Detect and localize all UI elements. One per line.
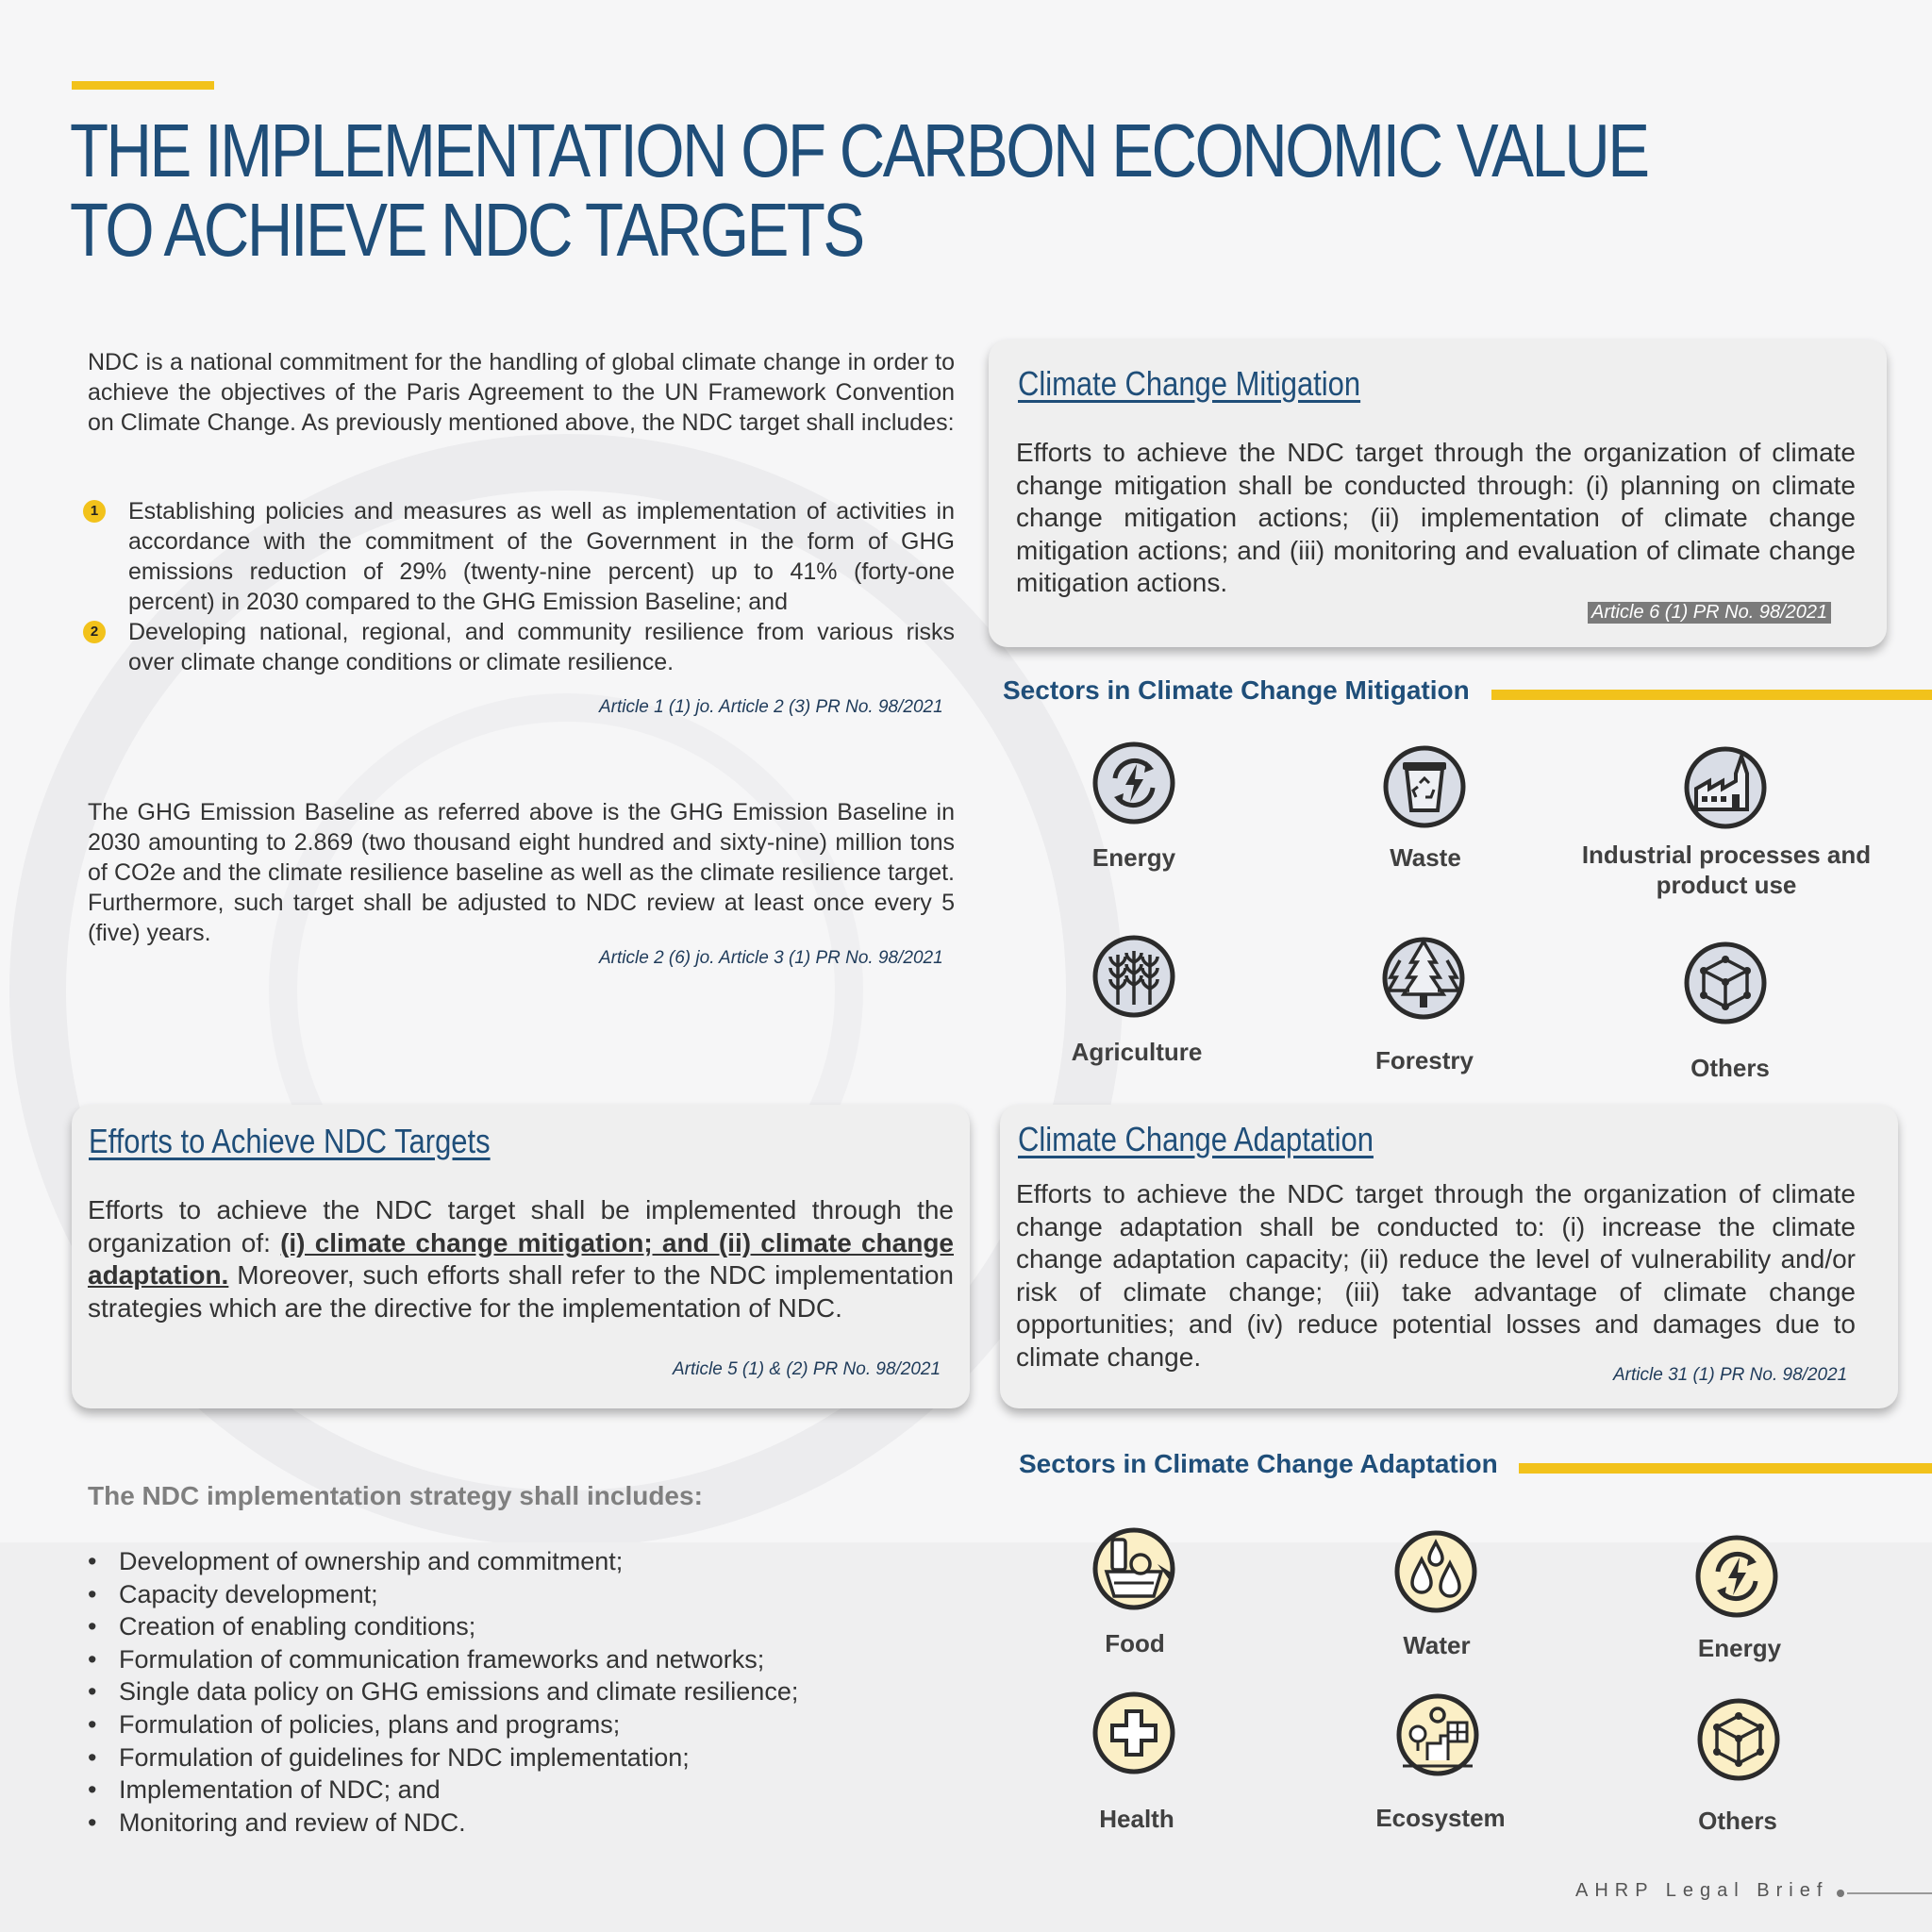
- cube-network-icon: [1683, 941, 1768, 1025]
- sector-label-ecosystem: Ecosystem: [1375, 1804, 1506, 1832]
- footer-brand: AHRP Legal Brief: [1575, 1880, 1829, 1901]
- trees-icon: [1381, 936, 1466, 1021]
- water-drops-icon: [1393, 1529, 1478, 1614]
- heading-accent-line: [1519, 1463, 1932, 1474]
- list-item: • Formulation of communication frameworks and networks;: [88, 1643, 798, 1676]
- adaptation-sectors-title: Sectors in Climate Change Adaptation: [1019, 1449, 1498, 1478]
- sector-label-waste: Waste: [1390, 843, 1461, 872]
- list-item: • Creation of enabling conditions;: [88, 1610, 798, 1643]
- wheat-icon: [1091, 934, 1176, 1019]
- title-line-2: TO ACHIEVE NDC TARGETS: [70, 188, 863, 272]
- efforts-citation: Article 5 (1) & (2) PR No. 98/2021: [673, 1359, 941, 1379]
- intro-paragraph: NDC is a national commitment for the handling of global climate change in order to achieve the objectives of the Paris Agreement to the UN Framework Convention on Climate Change. As previously mentioned above, the NDC target shall includes:: [88, 349, 955, 436]
- efforts-card-text: Efforts to achieve the NDC target shall be implemented through the organization of: (i) climate change mitigation; and (ii) climate change adaptation. Moreover, such efforts shall refer to the NDC implementation strategies which are the directive for the implementation of NDC.: [88, 1195, 954, 1323]
- efforts-emphasis: (i) climate change mitigation; and (ii) climate change adaptation.: [88, 1227, 954, 1290]
- list-item: [83, 496, 955, 617]
- adaptation-card: [1000, 1105, 1898, 1408]
- adaptation-citation: Article 31 (1) PR No. 98/2021: [1613, 1365, 1848, 1385]
- intro-citation: Article 1 (1) jo. Article 2 (3) PR No. 98/2021: [599, 697, 943, 717]
- list-item: • Single data policy on GHG emissions and climate resilience;: [88, 1675, 798, 1708]
- energy-icon: [1091, 741, 1176, 825]
- footer-line: [1847, 1892, 1932, 1894]
- list-item: • Monitoring and review of NDC.: [88, 1807, 798, 1840]
- factory-icon: [1683, 745, 1768, 830]
- page-title: [70, 108, 1648, 272]
- title-accent-bar: [72, 81, 214, 90]
- adaptation-sectors-heading: [1019, 1449, 1932, 1487]
- sector-label-others: Others: [1698, 1807, 1777, 1835]
- sector-label-food: Food: [1105, 1629, 1165, 1657]
- mitigation-sectors-title: Sectors in Climate Change Mitigation: [1003, 675, 1470, 705]
- strategy-list: [88, 1545, 798, 1839]
- list-item: • Formulation of policies, plans and programs;: [88, 1708, 798, 1741]
- mitigation-card-title: Climate Change Mitigation: [1018, 364, 1361, 403]
- efforts-card: [72, 1105, 970, 1408]
- cube-network-icon: [1696, 1697, 1781, 1782]
- list-item: • Capacity development;: [88, 1578, 798, 1611]
- sector-label-health: Health: [1099, 1805, 1174, 1833]
- sector-label-agriculture: Agriculture: [1071, 1038, 1203, 1066]
- number-badge: 2: [83, 621, 106, 643]
- baseline-paragraph: The GHG Emission Baseline as referred above is the GHG Emission Baseline in 2030 amounting to 2.869 (two thousand eight hundred and sixty-nine) million tons of CO2e and the climate resilience baseline as well as the climate resilience target. Furthermore, such target shall be adjusted to NDC review at least once every 5 (five) years.: [88, 799, 955, 946]
- number-badge: 1: [83, 500, 106, 523]
- waste-bin-icon: [1382, 744, 1467, 829]
- energy-icon: [1694, 1534, 1779, 1619]
- list-item: • Development of ownership and commitment;: [88, 1545, 798, 1578]
- strategy-title: The NDC implementation strategy shall includes:: [88, 1481, 703, 1510]
- sector-label-industrial: Industrial processes and product use: [1581, 841, 1872, 899]
- sector-label-forestry: Forestry: [1374, 1046, 1474, 1074]
- footer-dot: [1837, 1890, 1844, 1897]
- ndc-target-list: [83, 496, 955, 677]
- sector-label-water: Water: [1403, 1631, 1471, 1659]
- list-item-text: Establishing policies and measures as well as implementation of activities in accordance with the commitment of the Government in the form of GHG emissions reduction of 29% (twenty-nine percent) up to 41% (forty-one percent) in 2030 compared to the GHG Emission Baseline; and: [128, 498, 955, 615]
- list-item-text: Developing national, regional, and community resilience from various risks over climate change conditions or climate resilience.: [128, 619, 955, 675]
- adaptation-card-text: Efforts to achieve the NDC target through the organization of climate change adaptation shall be conducted to: (i) increase the climate change adaptation capacity; (ii) reduce the level of vulnerability and/or risk of climate change; (iii) take advantage of climate change opportunities; and (iv) reduce potential losses and damages due to climate change.: [1016, 1179, 1856, 1372]
- mitigation-citation: Article 6 (1) PR No. 98/2021: [1588, 602, 1831, 624]
- list-item: • Implementation of NDC; and: [88, 1774, 798, 1807]
- mitigation-card-text: Efforts to achieve the NDC target through the organization of climate change mitigation shall be conducted through: (i) planning on climate change mitigation actions; (ii) implementation of climate change mitigation actions; and (iii) monitoring and evaluation of climate change mitigation actions.: [1016, 438, 1856, 597]
- mitigation-sectors-heading: [1003, 675, 1932, 713]
- food-basket-icon: [1091, 1526, 1176, 1611]
- sector-label-energy: Energy: [1697, 1634, 1782, 1662]
- adaptation-card-title: Climate Change Adaptation: [1018, 1120, 1374, 1158]
- health-cross-icon: [1091, 1690, 1176, 1775]
- sector-label-others: Others: [1690, 1054, 1770, 1082]
- title-line-1: THE IMPLEMENTATION OF CARBON ECONOMIC VALUE: [70, 108, 1648, 192]
- ecosystem-icon: [1395, 1692, 1480, 1777]
- baseline-citation: Article 2 (6) jo. Article 3 (1) PR No. 98/2021: [599, 948, 943, 968]
- heading-accent-line: [1491, 690, 1932, 700]
- list-item: [83, 617, 955, 677]
- mitigation-card: [989, 340, 1887, 647]
- efforts-card-title: Efforts to Achieve NDC Targets: [89, 1122, 491, 1160]
- list-item: • Formulation of guidelines for NDC implementation;: [88, 1741, 798, 1774]
- sector-label-energy: Energy: [1091, 843, 1176, 872]
